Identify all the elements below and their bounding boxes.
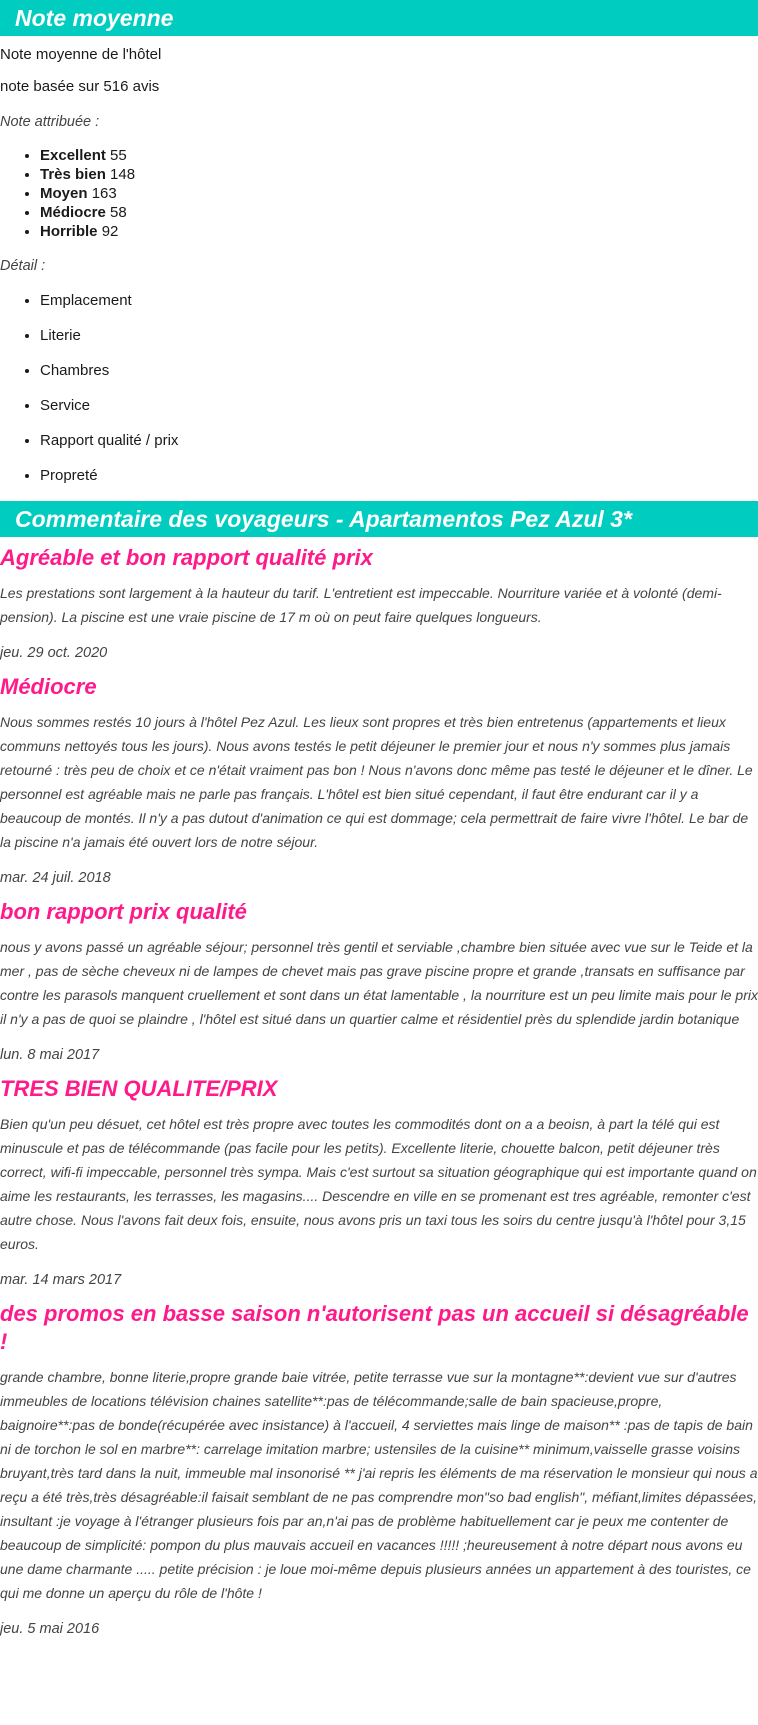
detail-item-rapport-qualite-prix: • Rapport qualité / prix [40, 423, 758, 458]
rating-count: 148 [110, 166, 136, 183]
review-date: jeu. 29 oct. 2020 [0, 645, 108, 661]
review-date: lun. 8 mai 2017 [0, 1047, 100, 1063]
review-count-text: note basée sur 516 avis [0, 78, 160, 95]
rating-item-moyen [40, 184, 758, 203]
detail-item-emplacement: • Emplacement [40, 283, 758, 318]
rating-count: 55 [110, 147, 127, 164]
detail-item-literie: • Literie [40, 318, 758, 353]
review-date: mar. 24 juil. 2018 [0, 870, 111, 886]
ratings-list [0, 146, 758, 241]
review-date: jeu. 5 mai 2016 [0, 1621, 100, 1637]
detail-item-proprete: • Propreté [40, 458, 758, 493]
detail-item-chambres: • Chambres [40, 353, 758, 388]
review-body: nous y avons passé un agréable séjour; personnel très gentil et serviable ,chambre bien située avec vue sur le Teide et la mer , pas de sèche cheveux ni de lampes de chevet mais pas grave piscine propre et grande ,transats en suffisance par contre les parasols manquent cruellement et sont dans un état lamentable , la nourriture est un peu limite mais pour le prix il n'y a pas de quoi se plaindre , l'hôtel est situé dans un quartier calme et résidentiel près du splendide jardin botanique [0, 939, 758, 1027]
rating-label: Moyen [40, 185, 88, 202]
details-title: Détail : [0, 258, 46, 274]
review-item [0, 663, 758, 888]
review-body: Nous sommes restés 10 jours à l'hôtel Pez Azul. Les lieux sont propres et très bien entretenus (appartements et lieux communs nettoyés tous les jours). Nous avons testés le petit déjeuner le premier jour et nous n'y sommes plus jamais retourné : très peu de choix et ce n'était vraiment pas bon ! Nous n'avons donc même pas testé le déjeuner et le dîner. Le personnel est agréable mais ne parle pas français. L'hôtel est bien situé cependant, il faut être endurant car il y a beaucoup de montés. Il n'y a pas dutout d'animation ce qui est dommage; cela permettrait de faire vivre l'hôtel. Le bar de la piscine n'a jamais été ouvert lors de notre séjour. [0, 714, 753, 850]
review-title: des promos en basse saison n'autorisent pas un accueil si désagréable ! [0, 1301, 749, 1354]
review-item [0, 1065, 758, 1290]
review-item [0, 1290, 758, 1639]
review-title: Médiocre [0, 674, 97, 699]
rating-item-mediocre [40, 203, 758, 222]
ratings-title: Note attribuée : [0, 114, 100, 130]
review-title: bon rapport prix qualité [0, 899, 247, 924]
rating-count: 92 [101, 223, 119, 240]
review-title: TRES BIEN QUALITE/PRIX [0, 1076, 278, 1101]
review-body: Les prestations sont largement à la hauteur du tarif. L'entretient est impeccable. Nourriture variée et à volonté (demi-pension). La piscine est une vraie piscine de 17 m où on peut faire quelques longueurs. [0, 585, 722, 625]
rating-label: Horrible [40, 223, 98, 240]
rating-label: Excellent [40, 147, 106, 164]
average-rating-label: Note moyenne de l'hôtel [0, 46, 162, 63]
review-item [0, 888, 758, 1065]
reviews-section-header: Commentaire des voyageurs - Apartamentos Pez Azul 3* [0, 501, 758, 537]
review-body: grande chambre, bonne literie,propre grande baie vitrée, petite terrasse vue sur la montagne**:devient vue sur d'autres immeubles de locations télévision chaines satellite**:pas de télécommande;salle de bain spacieuse,propre, baignoire**:pas de bonde(récupérée avec insistance) à l'accueil, 4 serviettes mais linge de maison** :pas de tapis de bain ni de torchon le sol en marbre**: carrelage imitation marbre; ustensiles de la cuisine** minimum,vaisselle grasse voisins bruyant,très tard dans la nuit, immeuble mal insonorisé ** j'ai repris les éléments de ma réservation le monsieur qui nous a reçu a été très,très désagréable:il faisait semblant de ne pas comprendre mon"so bad english", méfiant,limites dépassées, insultant :je voyage à l'étranger plusieurs fois par an,n'ai pas de problème habituellement car je peux me contenter de beaucoup de simplicité: pompon du plus mauvais accueil en vacances !!!!! ;heureusement à notre départ nous avons eu une dame charmante ..... petite précision : je loue moi-même depuis plusieurs années un appartement à des touristes, ce qui me donne un aperçu du rôle de l'hôte ! [0, 1369, 758, 1601]
review-item [0, 537, 758, 663]
rating-label: Très bien [40, 166, 106, 183]
rating-item-tres-bien [40, 165, 758, 184]
review-body: Bien qu'un peu désuet, cet hôtel est très propre avec toutes les commodités dont on a a beoisn, à part la télé qui est minuscule et pas de télécommande (pas facile pour les petits). Excellente literie, chouette balcon, petit déjeuner très correct, wifi-fi impeccable, personnel très sympa. Mais c'est surtout sa situation géographique qui est importante quand on aime les restaurants, les terrasses, les magasins.... Descendre en ville en se promenant est tres agréable, remonter c'est autre chose. Nous l'avons fait deux fois, ensuite, nous avons pris un taxi tous les soirs du centre jusqu'à l'hôtel pour 3,15 euros. [0, 1116, 757, 1252]
rating-count: 163 [91, 185, 117, 202]
details-list [0, 283, 758, 493]
rating-item-horrible [40, 222, 758, 241]
review-title: Agréable et bon rapport qualité prix [0, 545, 373, 570]
rating-label: Médiocre [40, 204, 106, 221]
review-date: mar. 14 mars 2017 [0, 1272, 122, 1288]
detail-item-service: • Service [40, 388, 758, 423]
rating-item-excellent [40, 146, 758, 165]
rating-count: 58 [110, 204, 127, 221]
average-rating-header: Note moyenne [0, 0, 758, 36]
